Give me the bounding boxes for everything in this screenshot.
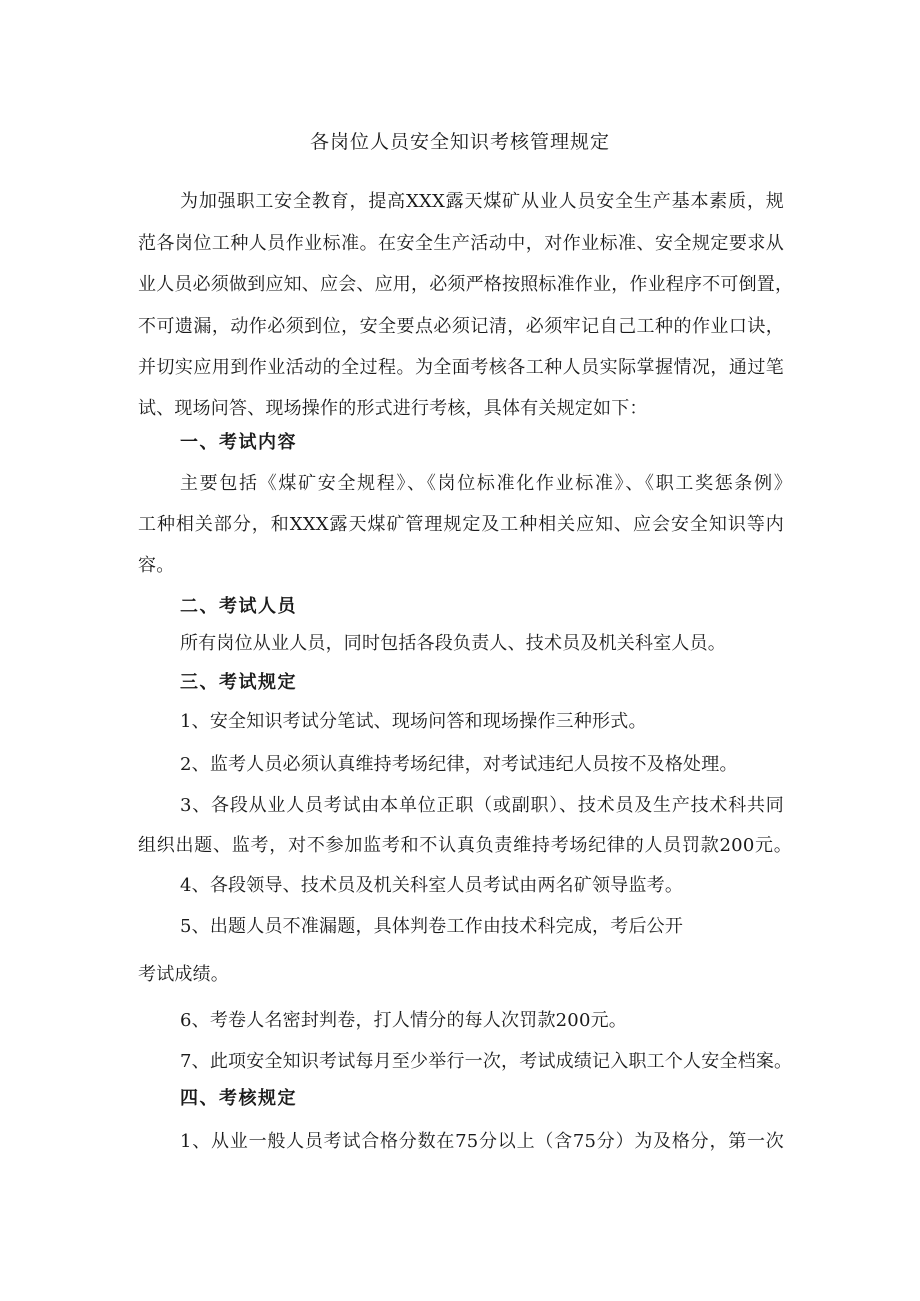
rule-item: 1、安全知识考试分笔试、现场问答和现场操作三种形式。 (180, 711, 647, 732)
section-line: 工种相关部分，和XXX露天煤矿管理规定及工种相关应知、应会安全知识等内 (138, 514, 784, 535)
section-heading-exam-content: 一、考试内容 (180, 432, 297, 453)
rule-item: 3、各段从业人员考试由本单位正职（或副职）、技术员及生产技术科共同 (180, 795, 784, 816)
intro-line: 为加强职工安全教育，提高XXX露天煤矿从业人员安全生产基本素质，规 (180, 191, 784, 212)
rule-item: 5、出题人员不准漏题，具体判卷工作由技术科完成，考后公开 (180, 916, 684, 937)
intro-line: 业人员必须做到应知、应会、应用，必须严格按照标准作业，作业程序不可倒置， (138, 274, 794, 295)
rule-item: 7、此项安全知识考试每月至少举行一次，考试成绩记入职工个人安全档案。 (180, 1051, 793, 1072)
intro-line: 不可遗漏，动作必须到位，安全要点必须记清，必须牢记自己工种的作业口诀， (138, 316, 784, 337)
rule-item: 1、从业一般人员考试合格分数在75分以上（含75分）为及格分，第一次 (180, 1131, 784, 1152)
intro-line: 试、现场问答、现场操作的形式进行考核，具体有关规定如下： (138, 398, 648, 419)
rule-item: 6、考卷人名密封判卷，打人情分的每人次罚款200元。 (180, 1010, 628, 1031)
rule-item: 考试成绩。 (138, 964, 229, 985)
document-title: 各岗位人员安全知识考核管理规定 (309, 131, 610, 153)
section-line: 主要包括《煤矿安全规程》、《岗位标准化作业标准》、《职工奖惩条例》 (180, 473, 792, 494)
section-line: 容。 (138, 555, 175, 576)
section-heading-exam-rules: 三、考试规定 (180, 672, 297, 693)
intro-line: 范各岗位工种人员作业标准。在安全生产活动中，对作业标准、安全规定要求从 (138, 233, 784, 254)
rule-item: 2、监考人员必须认真维持考场纪律，对考试违纪人员按不及格处理。 (180, 754, 738, 775)
intro-line: 并切实应用到作业活动的全过程。为全面考核各工种人员实际掌握情况，通过笔 (138, 357, 784, 378)
section-heading-exam-personnel: 二、考试人员 (180, 596, 297, 617)
rule-item: 组织出题、监考，对不参加监考和不认真负责维持考场纪律的人员罚款200元。 (138, 835, 792, 856)
section-line: 所有岗位从业人员，同时包括各段负责人、技术员及机关科室人员。 (180, 633, 726, 654)
section-heading-assessment-rules: 四、考核规定 (180, 1088, 297, 1109)
rule-item: 4、各段领导、技术员及机关科室人员考试由两名矿领导监考。 (180, 875, 684, 896)
